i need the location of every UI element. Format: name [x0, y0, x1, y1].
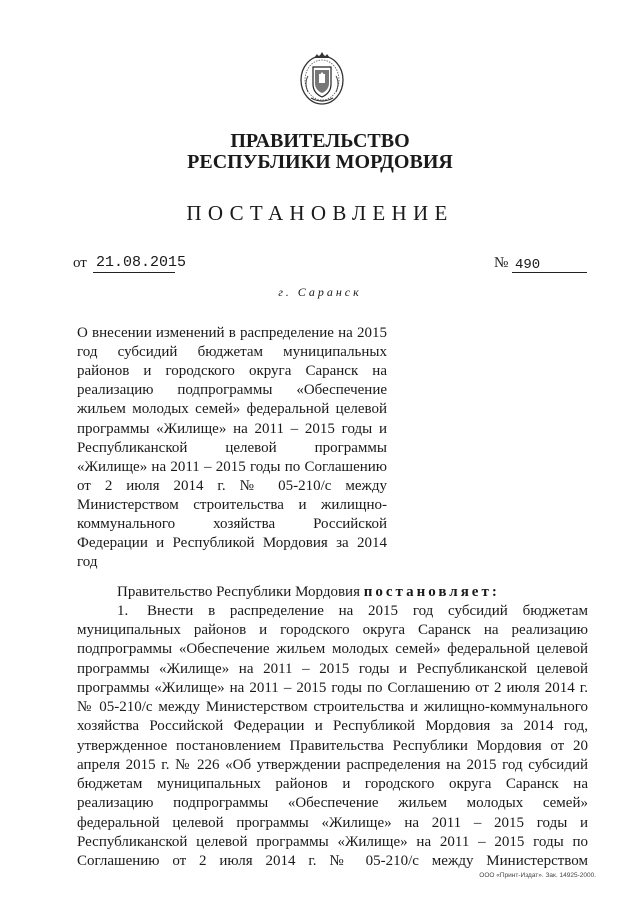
- city-name: г. Саранск: [278, 285, 362, 299]
- decree-intro: [117, 583, 500, 602]
- title-line: Республиканской целевой программы: [77, 440, 387, 456]
- decree-intro-text: Правительство Республики Мордовия: [117, 584, 364, 600]
- document-number: 490: [515, 257, 541, 273]
- title-line: Министерством строительства и жилищно-: [77, 497, 387, 513]
- item-number: 1.: [117, 603, 129, 619]
- printer-info: ООО «Принт-Издат». Зак. 14925-2000.: [479, 872, 596, 879]
- title-line: районов и городского округа Саранск на: [77, 363, 387, 379]
- title-line: коммунального хозяйства Российской: [77, 516, 387, 532]
- organization-name-line1: ПРАВИТЕЛЬСТВО: [230, 130, 410, 152]
- date-underline: [93, 272, 175, 273]
- number-prefix: №: [494, 255, 509, 271]
- title-line: Федерации и Республикой Мордовия за 2014: [77, 535, 387, 551]
- title-line: «Жилище» на 2011 – 2015 годы по Соглашению: [77, 459, 387, 475]
- coat-of-arms-emblem: [299, 50, 345, 106]
- body-line: реализацию подпрограммы «Обеспечение жильем молодых семей»: [77, 795, 588, 811]
- body-line: программы «Жилище» на 2011 – 2015 годы по Соглашению от 2 июля 2014 г.: [77, 680, 588, 696]
- body-line: апреля 2015 г. № 226 «Об утверждении распределения на 2015 год субсидий: [77, 757, 588, 773]
- body-line: Республиканской целевой программы «Жилище» на 2011 – 2015 годы по: [77, 834, 588, 850]
- body-line: хозяйства Российской Федерации и Республикой Мордовия за 2014 год,: [77, 718, 588, 734]
- document-date: 21.08.2015: [96, 254, 187, 271]
- organization-name-line2: РЕСПУБЛИКИ МОРДОВИЯ: [187, 151, 453, 173]
- title-line: программы «Жилище» на 2011 – 2015 годы и: [77, 421, 387, 437]
- body-line: подпрограммы «Обеспечение жильем молодых семей» федеральной целевой: [77, 641, 588, 657]
- body-line: Соглашению от 2 июля 2014 г. № 05-210/с между Министерством: [77, 853, 588, 869]
- number-underline: [512, 272, 587, 273]
- body-line: программы «Жилище» на 2011 – 2015 годы и Республиканской целевой: [77, 661, 588, 677]
- title-line: год субсидий бюджетам муниципальных: [77, 344, 387, 360]
- item-first-line: Внести в распределение на 2015 год субсидий бюджетам: [147, 603, 588, 619]
- body-line: утвержденное постановлением Правительства Республики Мордовия от 20: [77, 738, 588, 754]
- title-line: жильем молодых семей» федеральной целевой: [77, 401, 387, 417]
- title-line: реализацию подпрограммы «Обеспечение: [77, 382, 387, 398]
- body-line: федеральной целевой программы «Жилище» на 2011 – 2015 годы и: [77, 815, 588, 831]
- document-type-heading: ПОСТАНОВЛЕНИЕ: [186, 201, 454, 225]
- title-line: О внесении изменений в распределение на 2015: [77, 325, 387, 341]
- body-line: муниципальных районов и городского округа Саранск на реализацию: [77, 622, 588, 638]
- title-line: год: [77, 554, 98, 570]
- title-line: от 2 июля 2014 г. № 05-210/с между: [77, 478, 387, 494]
- body-line: бюджетам муниципальных районов и городского округа Саранск на: [77, 776, 588, 792]
- date-prefix: от: [73, 255, 87, 271]
- decree-keyword: постановляет:: [363, 584, 500, 600]
- body-line: № 05-210/с между Министерством строительства и жилищно-коммунального: [77, 699, 588, 715]
